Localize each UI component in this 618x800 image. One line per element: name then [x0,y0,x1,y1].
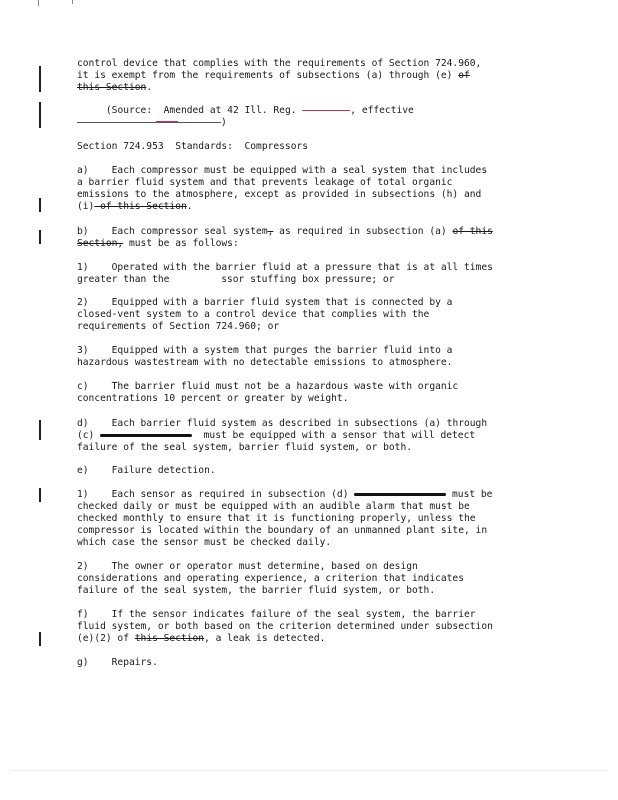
text-line: requirements of Section 724.960; or [77,321,280,332]
text-line: checked daily or must be equipped with an audible alarm that must be [77,501,470,512]
subsection-d [77,418,547,454]
intro-paragraph [77,58,547,94]
text-line: it is exempt from the requirements of subsections (a) through (e) [77,70,459,81]
text-line: failure of the seal system, barrier fluid system, or both. [77,442,413,453]
redaction-mark [354,493,446,496]
struck-text: this Section [77,82,147,93]
text-line: . [186,201,193,212]
text-line: failure of the seal system, the barrier fluid system, or both. [77,585,436,596]
text-line: 3) Equipped with a system that purges the barrier fluid into a [77,345,453,356]
subsection-f [77,609,547,645]
subsection-b2 [77,297,547,333]
change-bar [39,632,41,646]
blank-underline [302,110,350,111]
blank-underline [77,122,221,123]
text-line: compressor is located within the boundary of an unmanned plant site, in [77,525,488,536]
text-line: as described in subsections (a) through [256,418,488,429]
subsection-e2 [77,561,547,597]
text-line: which case the sensor must be checked daily. [77,537,332,548]
text-line: must be as follows: [123,238,239,249]
text-line: must be equipped with a sensor that will detect [192,430,476,441]
subsection-c [77,381,547,405]
text-line: (i) [77,201,95,212]
red-mark [156,121,178,122]
text-line: checked monthly to ensure that it is functioning properly, unless the [77,513,476,524]
change-bar [39,488,41,502]
struck-text: of this Section [94,201,187,212]
text-line: a) Each compressor must be equipped with a seal system that includes [77,165,488,176]
struck-text: Section, [77,238,124,249]
text-line: a barrier fluid system and that prevents leakage of total organic [77,177,453,188]
subsection-a [77,165,547,213]
change-bar [39,66,41,92]
scan-mark [38,0,39,6]
text-line: c) The barrier fluid must not be a hazardous waste with organic [77,381,459,392]
scan-mark [72,0,73,4]
text-line: considerations and operating experience, a criterion that indicates [77,573,464,584]
source-note [77,105,547,129]
text-line: 1) Operated with the barrier fluid at a pressure that is at all times [77,262,493,273]
struck-text: of [458,70,470,81]
text-line: (e)(2) of [77,633,135,644]
text-line: b) Each compressor seal system [77,226,268,237]
text-line: fluid system, or both based on the criterion determined under subsection [77,621,493,632]
text-line: (c) [77,430,101,441]
change-bar [39,420,41,440]
redaction-mark [100,434,192,437]
source-text: , effective [350,105,414,116]
text-line: hazardous wastestream with no detectable emissions to atmosphere. [77,357,453,368]
text-line: closed-vent system to a control device that complies with the [77,309,430,320]
text-line: ssor stuffing box pressure; or [221,274,395,285]
change-bar [39,198,41,212]
text-line: control device that complies with the requirements of Section 724.960, [77,58,482,69]
page-edge [10,770,608,771]
text-line: d) Each barrier fluid system [77,418,257,429]
text-line: concentrations 10 percent or greater by weight. [77,393,349,404]
text-line: , a leak is detected. [204,633,326,644]
subsection-g: g) Repairs. [77,657,158,668]
text-line: f) If the sensor indicates failure of the seal system, the barrier [77,609,476,620]
subsection-b [77,226,547,250]
subsection-e1 [77,489,547,549]
text-line: 1) Each sensor as required in subsection (d) [77,489,355,500]
text-line: as required in subsection (a) [273,226,453,237]
subsection-b1 [77,262,547,286]
change-bar [39,230,41,244]
source-text: ) [221,117,227,128]
subsection-e: e) Failure detection. [77,465,216,476]
text-line: . [146,82,153,93]
text-line: emissions to the atmosphere, except as provided in subsections (h) and [77,189,482,200]
struck-text: this Section [134,633,205,644]
text-line: must be [446,489,493,500]
change-bar [39,102,41,128]
source-text: (Source: Amended at 42 Ill. Reg. [105,105,303,116]
subsection-b3 [77,345,547,369]
text-line: 2) Equipped with a barrier fluid system that is connected by a [77,297,453,308]
section-heading: Section 724.953 Standards: Compressors [77,141,309,152]
struck-text: of this [452,226,493,237]
struck-text: , [267,226,274,237]
text-line: greater than the [77,274,176,285]
text-line: 2) The owner or operator must determine, based on design [77,561,418,572]
